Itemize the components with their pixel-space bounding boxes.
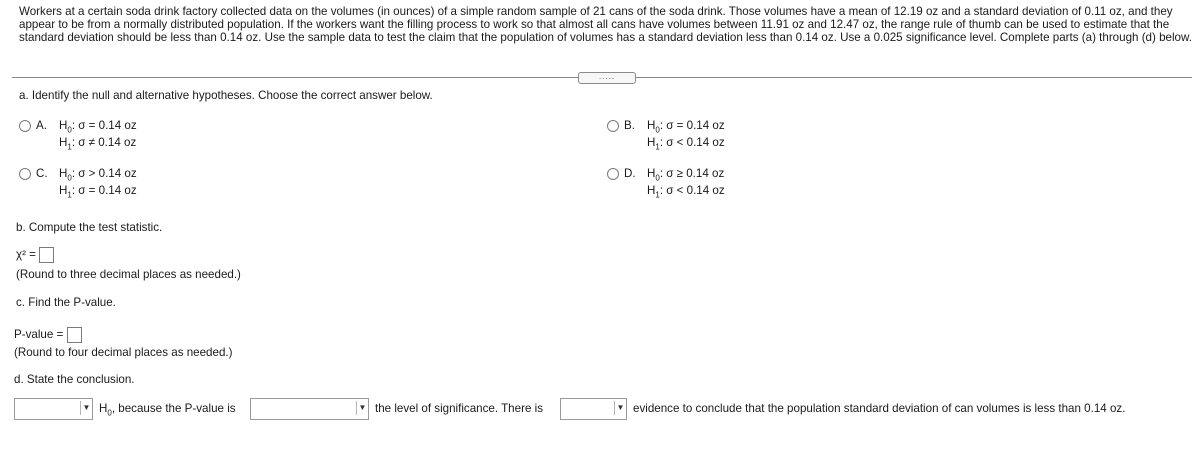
part-b-prompt: b. Compute the test statistic. [16,221,163,234]
option-a-h1: $H_1$: σ ≠ 0.14 oz [59,136,137,152]
chi-square-label: χ² = [16,248,36,262]
part-a-prompt: a. Identify the null and alternative hypotheses. Choose the correct answer below. [19,89,433,102]
problem-statement: Workers at a certain soda drink factory collected data on the volumes (in ounces) of a simple random sample of 21 cans of the soda drink. Those volumes have a mean of 12.19 oz and a standard deviation of 0.11 oz, and they appear to be from a normally distributed population. If the workers want the filling process to work so that almost all cans have volumes between 11.91 oz and 12.47 oz, the range rule of thumb can be used to estimate that the standard deviation should be less than 0.14 oz. Use the sample data to test the claim that the population of volumes has a standard deviation less than 0.14 oz. Use a 0.025 significance level. Complete parts (a) through (d) below. [19,5,1192,44]
option-c-h1: $H_1$: σ = 0.14 oz [59,184,137,200]
dropdown-arrow-icon: ▼ [614,401,626,415]
dropdown-arrow-icon: ▼ [356,401,368,415]
part-d-prompt: d. State the conclusion. [14,373,135,386]
option-a-letter: A. [36,119,47,132]
pvalue-input[interactable] [67,327,82,343]
part-c-prompt: c. Find the P-value. [16,296,116,309]
option-b-h0: $H_0$: σ = 0.14 oz [647,119,725,135]
conclusion-text-1: $H_0$, because the P-value is [99,402,236,418]
expand-button[interactable]: ..... [578,72,636,84]
test-statistic-row [16,247,54,263]
option-c-h0: $H_0$: σ > 0.14 oz [59,167,137,183]
comparison-dropdown[interactable] [250,398,369,420]
test-statistic-input[interactable] [39,247,54,263]
pvalue-label: P-value = [14,328,64,342]
option-b-radio[interactable] [607,120,619,132]
decision-dropdown[interactable] [14,398,93,420]
conclusion-text-2: the level of significance. There is [375,402,543,415]
conclusion-text-3: evidence to conclude that the population standard deviation of can volumes is less than 0.14 oz. [633,402,1126,415]
option-d-radio[interactable] [607,168,619,180]
option-d-h0: $H_0$: σ ≥ 0.14 oz [647,167,725,183]
option-d-letter: D. [624,167,636,180]
option-b-h1: $H_1$: σ < 0.14 oz [647,136,725,152]
option-c-letter: C. [36,167,48,180]
part-b-note: (Round to three decimal places as needed.) [16,268,241,281]
evidence-dropdown[interactable] [560,398,627,420]
option-b-letter: B. [624,119,635,132]
option-d-h1: $H_1$: σ < 0.14 oz [647,184,725,200]
option-a-h0: $H_0$: σ = 0.14 oz [59,119,137,135]
pvalue-row [14,327,82,343]
part-c-note: (Round to four decimal places as needed.) [14,346,233,359]
dropdown-arrow-icon: ▼ [80,401,92,415]
option-a-radio[interactable] [19,120,31,132]
option-c-radio[interactable] [19,168,31,180]
